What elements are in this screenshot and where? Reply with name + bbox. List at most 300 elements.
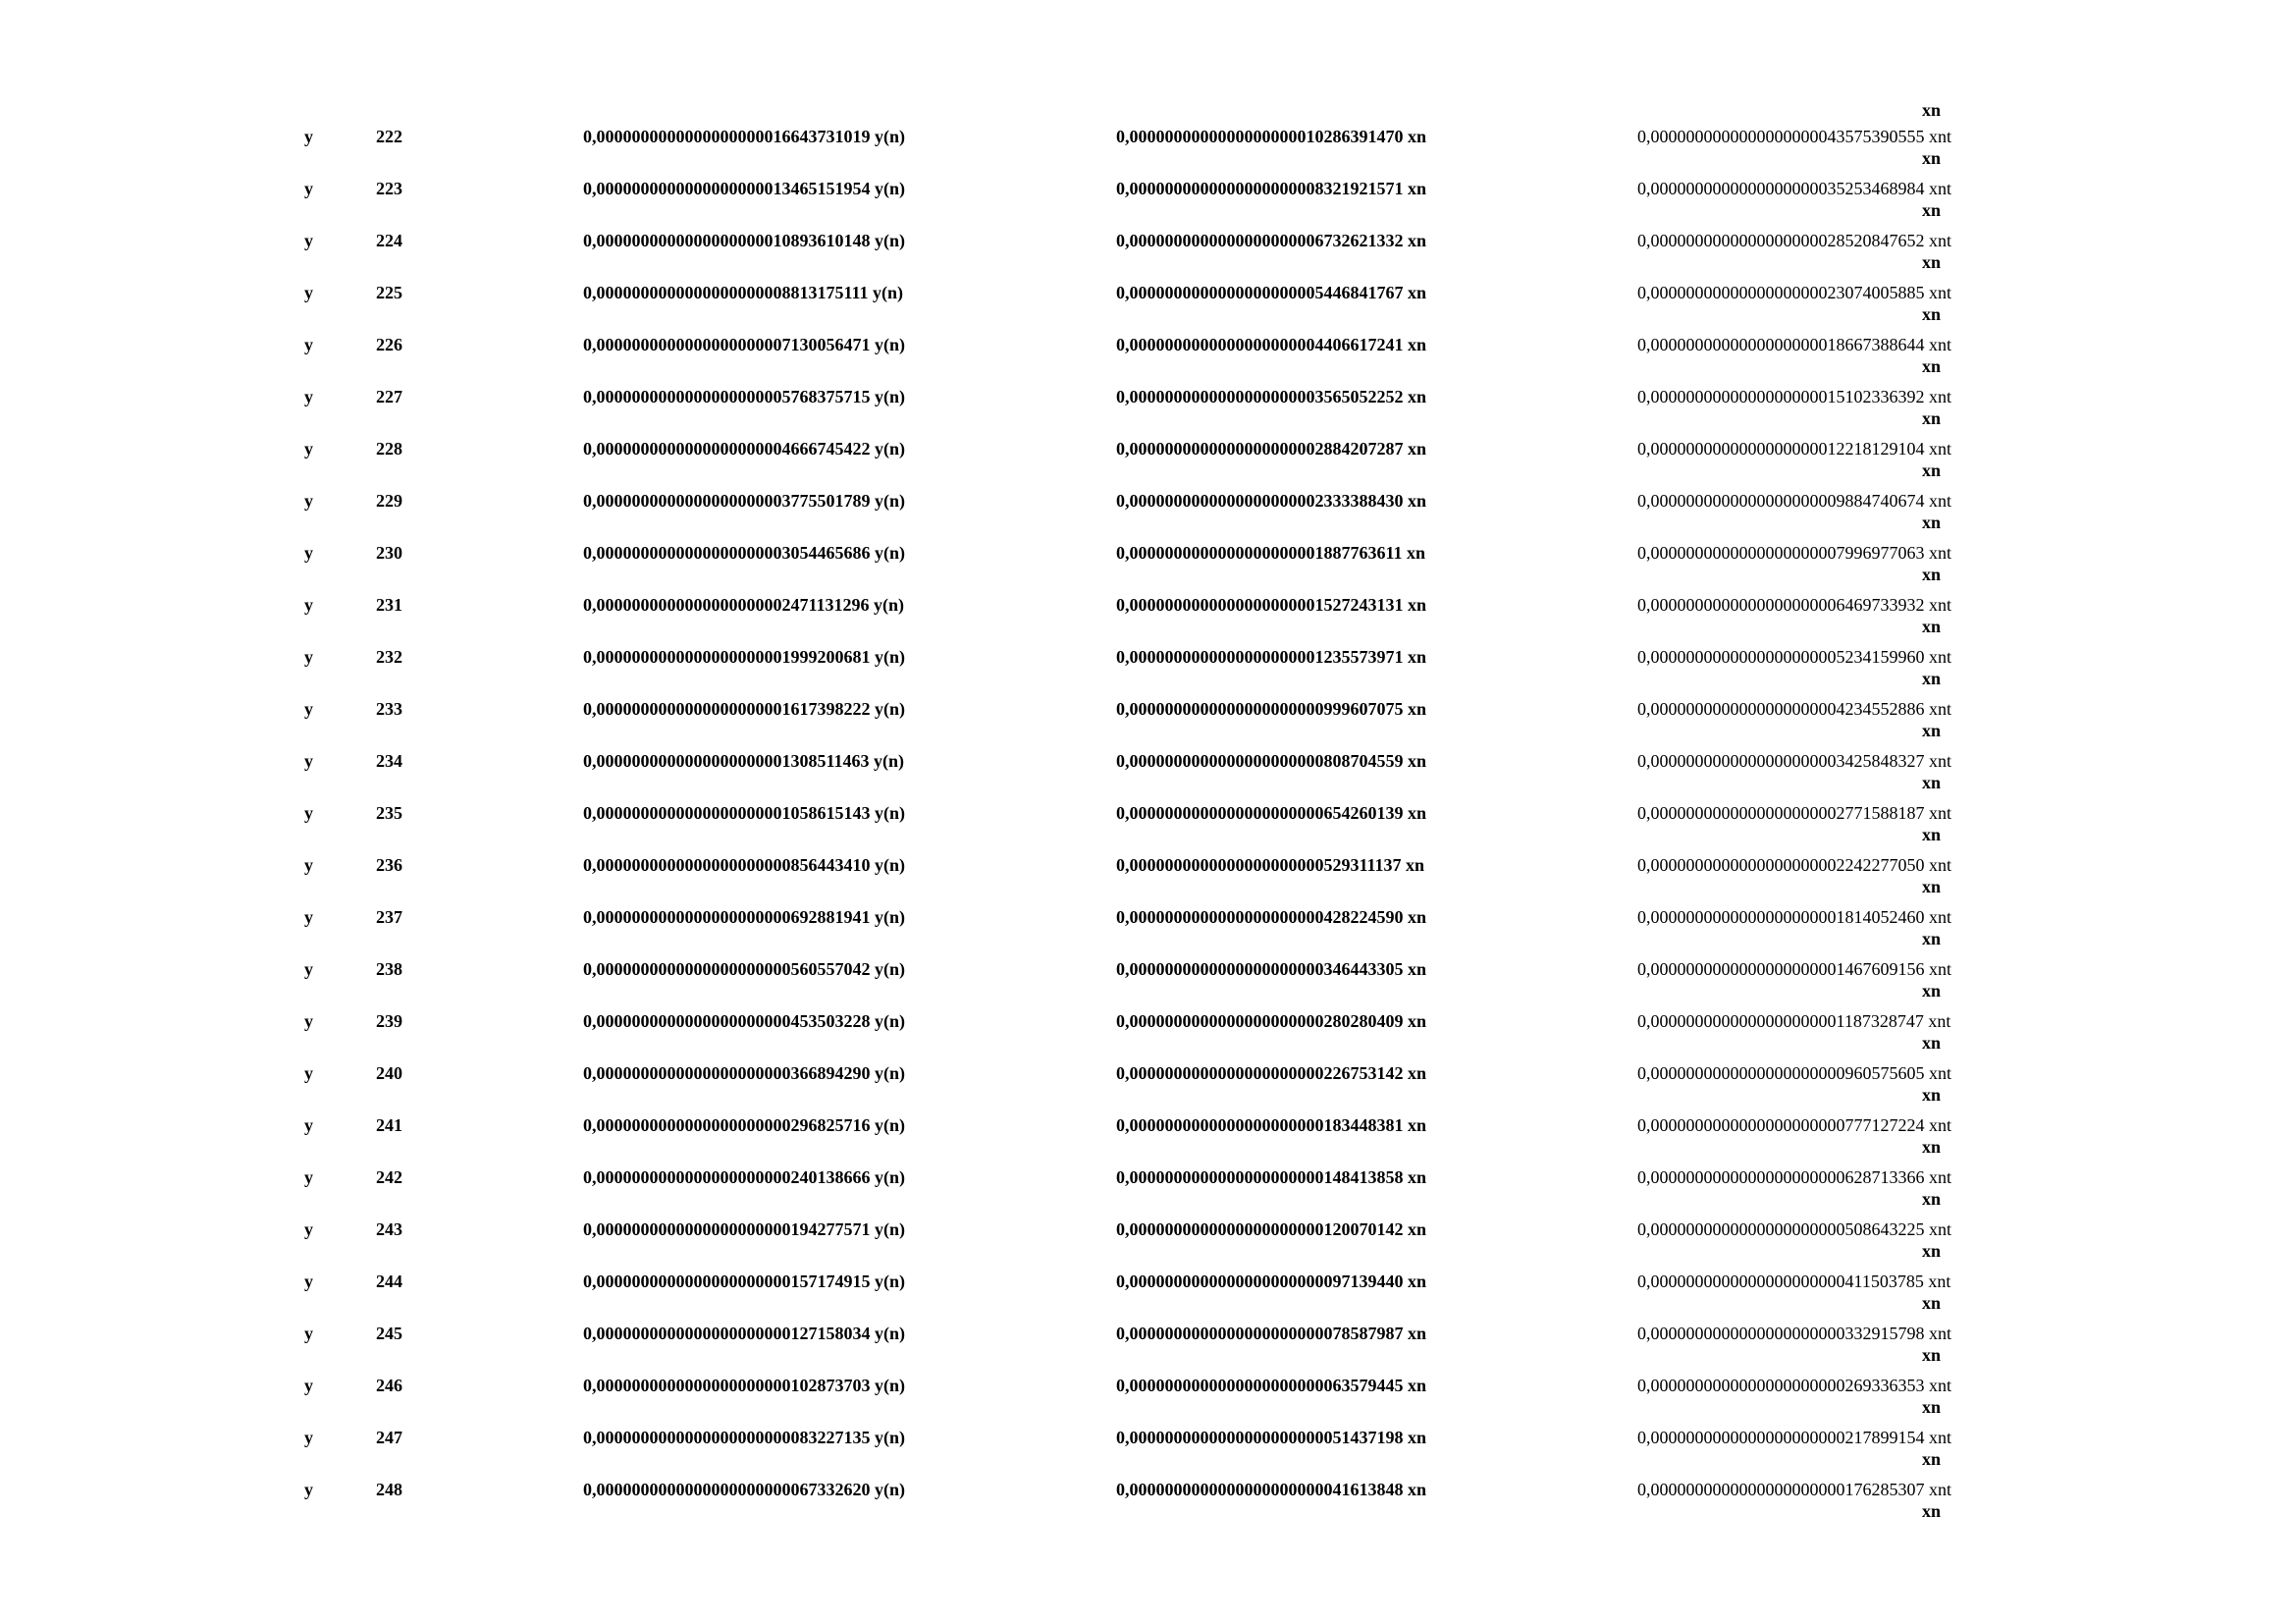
xn-value [1116,1323,1426,1344]
yn-value-unit: y(n) [875,127,905,146]
table-row [0,542,2296,594]
xnt-value [1637,1010,1950,1032]
row-index: 226 [376,335,402,354]
xn-value-number: 0,0000000000000000000005446841767 [1116,283,1404,302]
xn-value [1116,334,1426,355]
row-label: y [304,231,313,250]
xn-value-number: 0,0000000000000000000010286391470 [1116,127,1404,146]
xnt-value-unit: xnt [1929,907,1952,927]
xn-value-unit: xn [1408,595,1427,615]
row-index: 246 [376,1376,402,1395]
xn-value [1116,126,1426,147]
xn-value-number: 0,0000000000000000000000428224590 [1116,907,1404,927]
xnt-value-number: 0,0000000000000000000007996977063 [1637,543,1925,563]
xnt-value [1637,1218,1951,1240]
xn-value-number: 0,0000000000000000000000041613848 [1116,1480,1404,1499]
yn-value-unit: y(n) [873,283,904,302]
xn-value [1116,438,1426,460]
row-index: 239 [376,1011,402,1031]
yn-value [583,698,905,720]
yn-value-unit: y(n) [875,335,905,354]
xn-value-unit: xn [1408,1480,1427,1499]
xnt-value [1637,334,1951,355]
yn-value-unit: y(n) [875,1271,905,1291]
xn-label: xn [1922,1137,1942,1157]
xnt-value-unit: xnt [1929,179,1952,198]
xn-label: xn [1922,1189,1942,1209]
xnt-value [1637,1062,1951,1084]
xn-label: xn [1922,304,1942,324]
yn-value-number: 0,0000000000000000000000194277571 [583,1219,871,1239]
xnt-value-number: 0,0000000000000000000001814052460 [1637,907,1925,927]
xnt-value-number: 0,0000000000000000000035253468984 [1637,179,1925,198]
xnt-value [1637,1271,1950,1292]
xn-value-number: 0,0000000000000000000001235573971 [1116,647,1404,667]
yn-value-number: 0,0000000000000000000003775501789 [583,491,871,511]
yn-value [583,802,905,824]
xn-value [1116,542,1425,564]
xn-value-unit: xn [1408,1011,1427,1031]
xnt-value [1637,126,1951,147]
xn-label: xn [1922,460,1942,480]
xn-value-unit: xn [1408,179,1427,198]
xn-value [1116,854,1424,876]
xn-value [1116,906,1426,928]
xnt-value-number: 0,0000000000000000000000411503785 [1637,1271,1924,1291]
yn-value [583,230,905,251]
xnt-value-number: 0,0000000000000000000018667388644 [1637,335,1925,354]
xn-label: xn [1922,981,1942,1001]
row-index: 225 [376,283,402,302]
xnt-value-unit: xnt [1929,699,1952,719]
xn-value [1116,230,1426,251]
yn-value [583,906,905,928]
xnt-value-number: 0,0000000000000000000000217899154 [1637,1428,1925,1447]
xn-value-unit: xn [1408,1271,1427,1291]
xnt-value-number: 0,0000000000000000000000508643225 [1637,1219,1925,1239]
xnt-value-unit: xnt [1929,1376,1952,1395]
xnt-value-number: 0,0000000000000000000009884740674 [1637,491,1925,511]
table-row [0,490,2296,542]
xn-value-number: 0,0000000000000000000000280280409 [1116,1011,1404,1031]
xn-value [1116,490,1426,512]
xn-label: xn [1922,252,1942,272]
xnt-value-unit: xnt [1929,1219,1952,1239]
row-label: y [304,491,313,511]
xnt-value [1637,594,1951,616]
xnt-value [1637,1114,1951,1136]
row-label: y [304,1115,313,1135]
xnt-value [1637,230,1951,251]
yn-value-unit: y(n) [875,1219,905,1239]
yn-value-unit: y(n) [874,595,905,615]
xnt-value-unit: xnt [1929,1063,1952,1083]
xn-value-number: 0,0000000000000000000000120070142 [1116,1219,1404,1239]
xn-value-unit: xn [1408,907,1427,927]
xnt-value-number: 0,0000000000000000000000176285307 [1637,1480,1925,1499]
yn-value [583,1218,905,1240]
yn-value [583,542,905,564]
row-index: 234 [376,751,402,771]
yn-value-number: 0,0000000000000000000000692881941 [583,907,871,927]
xnt-value-number: 0,0000000000000000000002242277050 [1637,855,1925,875]
xnt-value [1637,178,1951,199]
xn-value-unit: xn [1408,1115,1427,1135]
xn-value [1116,1479,1426,1500]
xn-value-number: 0,0000000000000000000004406617241 [1116,335,1404,354]
row-label: y [304,1219,313,1239]
xnt-value-number: 0,0000000000000000000000628713366 [1637,1167,1925,1187]
xnt-value-unit: xnt [1929,1324,1952,1343]
xn-value-unit: xn [1408,751,1427,771]
yn-value-number: 0,0000000000000000000002471131296 [583,595,870,615]
row-index: 237 [376,907,402,927]
xnt-value-unit: xnt [1929,595,1952,615]
xn-value-number: 0,0000000000000000000000529311137 [1116,855,1402,875]
yn-value-number: 0,0000000000000000000000856443410 [583,855,871,875]
yn-value [583,1166,905,1188]
row-index: 223 [376,179,402,198]
yn-value [583,750,904,772]
xnt-value [1637,1427,1951,1448]
xn-value-unit: xn [1408,1428,1427,1447]
yn-value-unit: y(n) [875,855,905,875]
xnt-value-number: 0,0000000000000000000012218129104 [1637,439,1925,459]
xnt-value-number: 0,0000000000000000000000960575605 [1637,1063,1925,1083]
yn-value-number: 0,0000000000000000000001058615143 [583,803,871,823]
row-label: y [304,387,313,406]
xn-value [1116,594,1426,616]
yn-value-unit: y(n) [875,1376,905,1395]
row-label: y [304,855,313,875]
table-row [0,1218,2296,1271]
xn-value-number: 0,0000000000000000000000078587987 [1116,1324,1404,1343]
xn-value-unit: xn [1408,387,1427,406]
xn-value-number: 0,0000000000000000000000063579445 [1116,1376,1404,1395]
xnt-value-unit: xnt [1929,543,1952,563]
xn-value-unit: xn [1408,1219,1427,1239]
row-label: y [304,907,313,927]
row-index: 229 [376,491,402,511]
xnt-value-number: 0,0000000000000000000006469733932 [1637,595,1925,615]
xn-value-number: 0,0000000000000000000000654260139 [1116,803,1404,823]
xnt-value [1637,802,1951,824]
yn-value [583,594,904,616]
yn-value-unit: y(n) [875,543,905,563]
xn-label: xn [1922,1085,1942,1105]
xnt-value-number: 0,0000000000000000000043575390555 [1637,127,1925,146]
yn-value [583,1062,905,1084]
row-label: y [304,1063,313,1083]
xn-label: xn [1922,1241,1942,1261]
xnt-value-unit: xnt [1929,491,1952,511]
row-index: 244 [376,1271,402,1291]
table-row [0,802,2296,854]
xnt-value-unit: xnt [1929,127,1952,146]
table-row [0,750,2296,802]
row-index: 231 [376,595,402,615]
yn-value-number: 0,0000000000000000000000366894290 [583,1063,871,1083]
xnt-value [1637,750,1951,772]
table-row [0,126,2296,178]
yn-value [583,646,905,668]
row-label: y [304,647,313,667]
row-label: y [304,699,313,719]
row-label: y [304,127,313,146]
xn-value [1116,1375,1426,1396]
table-row [0,1375,2296,1427]
xn-value [1116,386,1426,407]
yn-value-unit: y(n) [875,179,905,198]
yn-value-number: 0,0000000000000000000007130056471 [583,335,871,354]
xn-value-number: 0,0000000000000000000003565052252 [1116,387,1404,406]
row-label: y [304,283,313,302]
row-index: 227 [376,387,402,406]
xn-value-number: 0,0000000000000000000000999607075 [1116,699,1404,719]
table-row [0,906,2296,958]
xn-value-unit: xn [1407,543,1426,563]
yn-value-number: 0,0000000000000000000000157174915 [583,1271,871,1291]
table-row [0,1323,2296,1375]
xn-value-unit: xn [1408,647,1427,667]
yn-value-unit: y(n) [875,1063,905,1083]
row-index: 230 [376,543,402,563]
xn-value-unit: xn [1408,1063,1427,1083]
row-label: y [304,1271,313,1291]
xn-label: xn [1922,1345,1942,1365]
row-label: y [304,1011,313,1031]
yn-value-unit: y(n) [875,439,905,459]
xn-value [1116,1114,1426,1136]
xn-label: xn [1922,669,1942,688]
xn-value [1116,1166,1426,1188]
yn-value [583,1479,905,1500]
xn-value-number: 0,0000000000000000000001527243131 [1116,595,1404,615]
xn-value-number: 0,0000000000000000000006732621332 [1116,231,1404,250]
xn-value-unit: xn [1408,335,1427,354]
xnt-value-number: 0,0000000000000000000003425848327 [1637,751,1925,771]
row-label: y [304,439,313,459]
xn-value-number: 0,0000000000000000000000808704559 [1116,751,1404,771]
xn-value-unit: xn [1408,959,1427,979]
xn-label: xn [1922,1501,1942,1521]
yn-value [583,178,905,199]
xn-value-number: 0,0000000000000000000000051437198 [1116,1428,1404,1447]
table-row [0,386,2296,438]
xn-label: xn [1922,565,1942,584]
xn-value-unit: xn [1408,127,1427,146]
yn-value [583,854,905,876]
row-index: 222 [376,127,402,146]
xn-value-unit: xn [1408,1324,1427,1343]
table-row [0,1427,2296,1479]
xnt-value-unit: xnt [1929,1480,1952,1499]
row-index: 228 [376,439,402,459]
xnt-value-number: 0,0000000000000000000004234552886 [1637,699,1925,719]
xnt-value-unit: xnt [1928,1011,1951,1031]
xn-label: xn [1922,929,1942,948]
xnt-value-number: 0,0000000000000000000002771588187 [1637,803,1925,823]
row-label: y [304,595,313,615]
yn-value-number: 0,0000000000000000000004666745422 [583,439,871,459]
xn-value-unit: xn [1408,803,1427,823]
xn-value-number: 0,0000000000000000000000226753142 [1116,1063,1404,1083]
yn-value-number: 0,0000000000000000000016643731019 [583,127,871,146]
yn-value-unit: y(n) [875,491,905,511]
yn-value-number: 0,0000000000000000000000453503228 [583,1011,871,1031]
table-row [0,178,2296,230]
yn-value-unit: y(n) [875,1011,905,1031]
row-index: 238 [376,959,402,979]
xn-value [1116,1427,1426,1448]
yn-value [583,1271,905,1292]
xn-value-unit: xn [1408,1167,1427,1187]
xnt-value [1637,854,1951,876]
table-row [0,958,2296,1010]
xnt-value-unit: xnt [1929,751,1952,771]
xnt-value-unit: xnt [1929,1428,1952,1447]
xn-value-unit: xn [1408,283,1427,302]
row-label: y [304,543,313,563]
xn-value [1116,802,1426,824]
yn-value-unit: y(n) [875,231,905,250]
xnt-value-number: 0,0000000000000000000000269336353 [1637,1376,1925,1395]
row-index: 248 [376,1480,402,1499]
yn-value-unit: y(n) [875,1480,905,1499]
xnt-value-unit: xnt [1929,387,1952,406]
yn-value-number: 0,0000000000000000000000067332620 [583,1480,871,1499]
row-index: 247 [376,1428,402,1447]
yn-value-unit: y(n) [875,907,905,927]
table-row [0,282,2296,334]
xnt-value-unit: xnt [1929,647,1952,667]
row-index: 245 [376,1324,402,1343]
xn-label: xn [1922,617,1942,636]
yn-value-number: 0,0000000000000000000001999200681 [583,647,871,667]
yn-value-number: 0,0000000000000000000001617398222 [583,699,871,719]
row-index: 243 [376,1219,402,1239]
yn-value [583,1427,905,1448]
yn-value-unit: y(n) [874,751,905,771]
xn-value [1116,958,1426,980]
xn-value-unit: xn [1408,439,1427,459]
xnt-value-unit: xnt [1929,803,1952,823]
row-label: y [304,1480,313,1499]
xn-label: xn [1922,721,1942,740]
table-row [0,1271,2296,1323]
yn-value-unit: y(n) [875,959,905,979]
table-row [0,1062,2296,1114]
xn-value-number: 0,0000000000000000000001887763611 [1116,543,1403,563]
xn-value-number: 0,0000000000000000000000097139440 [1116,1271,1404,1291]
yn-value [583,1114,905,1136]
xnt-value-unit: xnt [1929,959,1952,979]
row-index: 241 [376,1115,402,1135]
xn-value-unit: xn [1408,231,1427,250]
xnt-value-number: 0,0000000000000000000001187328747 [1637,1011,1924,1031]
yn-value-number: 0,0000000000000000000000083227135 [583,1428,871,1447]
xn-label: xn [1922,356,1942,376]
xn-label: xn [1922,1033,1942,1053]
row-index: 242 [376,1167,402,1187]
yn-value-unit: y(n) [875,1167,905,1187]
row-index: 233 [376,699,402,719]
row-label: y [304,959,313,979]
yn-value [583,1323,905,1344]
row-label: y [304,803,313,823]
xn-value-number: 0,0000000000000000000000183448381 [1116,1115,1404,1135]
yn-value [583,490,905,512]
table-row [0,1114,2296,1166]
xn-value-number: 0,0000000000000000000000346443305 [1116,959,1404,979]
table-row [0,594,2296,646]
xnt-value-unit: xnt [1929,1115,1952,1135]
yn-value-unit: y(n) [875,1428,905,1447]
table-row [0,1479,2296,1531]
table-row [0,230,2296,282]
row-label: y [304,179,313,198]
xnt-value-number: 0,0000000000000000000000332915798 [1637,1324,1925,1343]
xn-value [1116,698,1426,720]
table-row [0,334,2296,386]
yn-value [583,1010,905,1032]
xn-label: xn [1922,148,1942,168]
yn-value-unit: y(n) [875,803,905,823]
yn-value-number: 0,0000000000000000000000240138666 [583,1167,871,1187]
yn-value-number: 0,0000000000000000000001308511463 [583,751,870,771]
table-row [0,438,2296,490]
row-label: y [304,1324,313,1343]
xn-label: xn [1922,1397,1942,1417]
xn-value [1116,1271,1426,1292]
xnt-value-unit: xnt [1929,439,1952,459]
xnt-value [1637,542,1951,564]
xn-value [1116,1010,1426,1032]
xn-label: xn [1922,513,1942,532]
xn-value [1116,1218,1426,1240]
xnt-value [1637,958,1951,980]
yn-value-unit: y(n) [875,387,905,406]
xnt-value-unit: xnt [1929,335,1952,354]
xn-label: xn [1922,1449,1942,1469]
yn-value-unit: y(n) [875,1115,905,1135]
xn-label: xn [1922,408,1942,428]
xnt-value-number: 0,0000000000000000000005234159960 [1637,647,1925,667]
row-index: 232 [376,647,402,667]
xnt-value-number: 0,0000000000000000000015102336392 [1637,387,1925,406]
yn-value [583,126,905,147]
row-label: y [304,1167,313,1187]
xn-value-number: 0,0000000000000000000002884207287 [1116,439,1404,459]
table-row [0,1010,2296,1062]
xn-label: xn [1922,877,1942,896]
xn-label: xn [1922,773,1942,792]
xn-value-unit: xn [1408,1376,1427,1395]
yn-value [583,438,905,460]
row-index: 240 [376,1063,402,1083]
xn-value-number: 0,0000000000000000000000148413858 [1116,1167,1404,1187]
xn-label: xn [1922,825,1942,844]
xnt-value-unit: xnt [1929,283,1952,302]
xn-value-unit: xn [1408,491,1427,511]
xnt-value [1637,906,1951,928]
xn-value [1116,646,1426,668]
xnt-value [1637,490,1951,512]
xnt-value-number: 0,0000000000000000000001467609156 [1637,959,1925,979]
xnt-value-unit: xnt [1929,1167,1952,1187]
row-label: y [304,1428,313,1447]
yn-value-number: 0,0000000000000000000000127158034 [583,1324,871,1343]
